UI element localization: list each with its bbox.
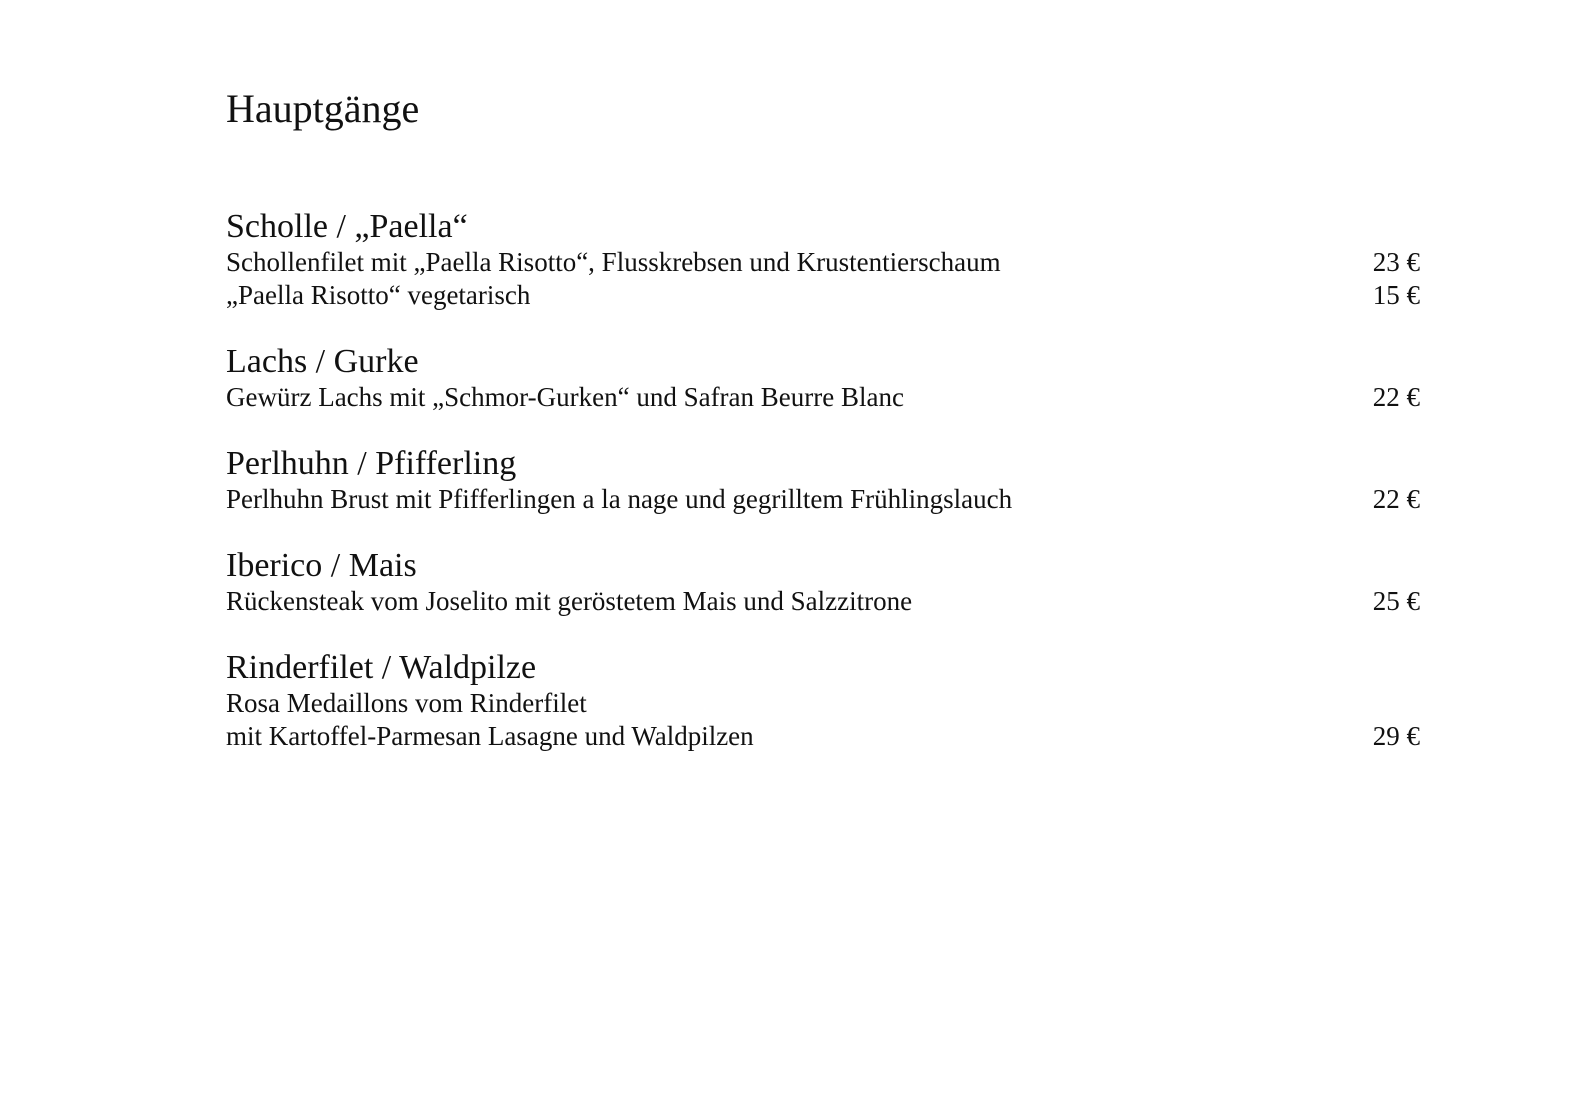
menu-item-line [226, 585, 1420, 618]
menu-item-line [226, 720, 1420, 753]
dish-price: 15 € [1372, 280, 1420, 310]
menu-item-line [226, 381, 1420, 414]
dish-price: 23 € [1372, 247, 1420, 277]
dish-description: Gewürz Lachs mit „Schmor-Gurken“ und Safran Beurre Blanc [226, 382, 904, 412]
dish-price: 22 € [1372, 484, 1420, 514]
menu-item-line [226, 483, 1420, 516]
dish-description: Schollenfilet mit „Paella Risotto“, Flusskrebsen und Krustentierschaum [226, 247, 1001, 277]
section-title: Perlhuhn / Pfifferling [226, 445, 517, 482]
menu-section [226, 343, 1420, 414]
menu-item-line [226, 246, 1420, 279]
menu-item-line [226, 279, 1420, 312]
dish-description: „Paella Risotto“ vegetarisch [226, 280, 531, 310]
menu-section [226, 547, 1420, 618]
menu-section [226, 445, 1420, 516]
menu-section [226, 649, 1420, 753]
menu-page [226, 84, 1420, 784]
dish-price: 22 € [1372, 382, 1420, 412]
dish-price: 25 € [1372, 586, 1420, 616]
section-title: Scholle / „Paella“ [226, 208, 468, 245]
dish-description: Rosa Medaillons vom Rinderfilet [226, 688, 587, 718]
menu-item-line [226, 687, 1420, 720]
section-title: Rinderfilet / Waldpilze [226, 649, 537, 686]
page-title: Hauptgänge [226, 86, 420, 131]
section-title: Iberico / Mais [226, 547, 417, 584]
section-title: Lachs / Gurke [226, 343, 419, 380]
dish-price: 29 € [1372, 721, 1420, 751]
dish-description: Rückensteak vom Joselito mit geröstetem Mais und Salzzitrone [226, 586, 913, 616]
dish-description: mit Kartoffel-Parmesan Lasagne und Waldpilzen [226, 721, 754, 751]
dish-description: Perlhuhn Brust mit Pfifferlingen a la nage und gegrilltem Frühlingslauch [226, 484, 1013, 514]
menu-sections [226, 208, 1420, 753]
menu-section [226, 208, 1420, 312]
